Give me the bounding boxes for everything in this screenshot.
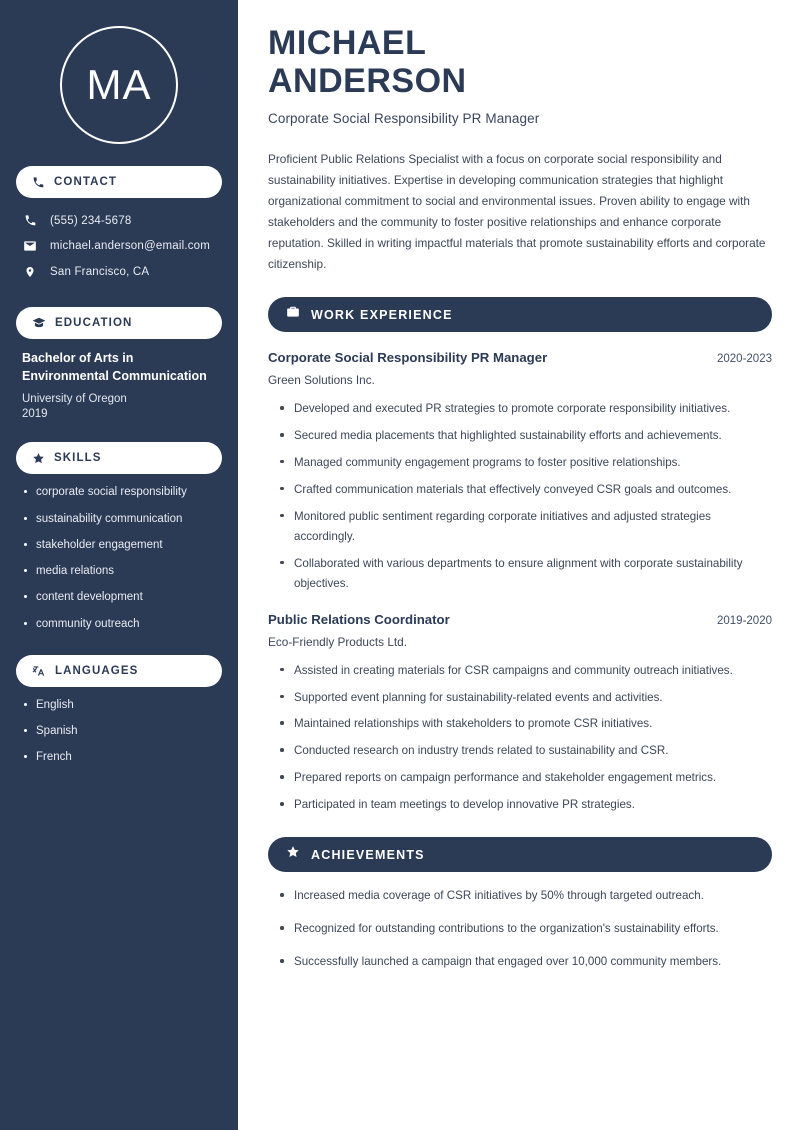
sidebar-section-label: CONTACT (54, 176, 118, 188)
job-dates: 2020-2023 (717, 353, 772, 366)
education-year: 2019 (22, 408, 48, 421)
section-label: WORK EXPERIENCE (311, 307, 453, 322)
achievements-list (268, 886, 772, 972)
contact-item-email[interactable] (16, 233, 222, 259)
list-item: Maintained relationships with stakeholders to promote CSR initiatives. (278, 714, 772, 734)
job-role: Public Relations Coordinator (268, 611, 450, 627)
first-name: MICHAEL (268, 24, 427, 62)
list-item: Monitored public sentiment regarding corporate initiatives and adjusted strategies accordingly. (278, 507, 772, 547)
work-experience-entry-1 (268, 350, 772, 594)
avatar-wrapper (16, 26, 222, 144)
main-content (238, 0, 800, 1130)
sidebar-section-header-skills (16, 442, 222, 474)
list-item: Collaborated with various departments to ensure alignment with corporate sustainability objectives. (278, 554, 772, 594)
list-item: Developed and executed PR strategies to promote corporate responsibility initiatives. (278, 399, 772, 419)
location-pin-icon (22, 265, 38, 279)
translate-icon (32, 664, 46, 678)
achievements-block (268, 886, 772, 972)
education-entry (16, 339, 222, 420)
sidebar-section-label: EDUCATION (55, 317, 133, 329)
job-company: Green Solutions Inc. (268, 373, 375, 388)
list-item: Crafted communication materials that effectively conveyed CSR goals and outcomes. (278, 480, 772, 500)
star-icon (286, 845, 300, 864)
sidebar-section-label: LANGUAGES (55, 664, 139, 677)
contact-item-location[interactable] (16, 259, 222, 285)
list-item: Recognized for outstanding contributions to the organization's sustainability efforts. (278, 919, 772, 939)
list-item: stakeholder engagement (22, 537, 216, 554)
job-header (268, 350, 772, 365)
job-dates: 2019-2020 (717, 614, 772, 627)
work-experience-entry-2 (268, 612, 772, 816)
last-name: ANDERSON (268, 62, 467, 101)
section-label: ACHIEVEMENTS (311, 847, 425, 862)
job-header (268, 612, 772, 627)
sidebar-section-header-contact (16, 166, 222, 198)
section-header-achievements (268, 837, 772, 872)
contact-item-phone[interactable] (16, 208, 222, 233)
contact-value: michael.anderson@email.com (50, 240, 211, 252)
list-item: Spanish (22, 723, 216, 740)
section-header-work-experience (268, 297, 772, 332)
graduation-cap-icon (32, 316, 46, 330)
list-item: Successfully launched a campaign that engaged over 10,000 community members. (278, 952, 772, 972)
list-item: French (22, 749, 216, 766)
briefcase-icon (286, 305, 300, 324)
list-item: Managed community engagement programs to foster positive relationships. (278, 453, 772, 473)
list-item: Increased media coverage of CSR initiatives by 50% through targeted outreach. (278, 886, 772, 906)
headline-job-title: Corporate Social Responsibility PR Manager (268, 111, 540, 127)
professional-summary: Proficient Public Relations Specialist with a focus on corporate social responsibility and sustainability initiatives. Expertise in developing communication strategies that highlight organizational commitment to social and environmental issues. Proven ability to engage with stakeholders and the community to foster positive relationships and enhance corporate reputation. Skilled in writing impactful materials that promote sustainability efforts and corporate citizenship. (268, 152, 766, 272)
languages-list (16, 697, 222, 767)
job-company: Eco-Friendly Products Ltd. (268, 634, 407, 649)
contact-value: (555) 234-5678 (50, 214, 132, 227)
sidebar-section-header-education (16, 307, 222, 339)
contact-value: San Francisco, CA (50, 266, 150, 278)
job-bullet-list (268, 399, 772, 594)
envelope-icon (22, 239, 38, 253)
page-title (268, 24, 772, 100)
list-item: content development (22, 589, 216, 606)
list-item: English (22, 697, 216, 714)
job-role: Corporate Social Responsibility PR Manager (268, 350, 548, 366)
list-item: media relations (22, 563, 216, 580)
list-item: Secured media placements that highlighted sustainability efforts and achievements. (278, 426, 772, 446)
avatar: MA (60, 26, 178, 144)
sidebar (0, 0, 238, 1130)
phone-icon (32, 176, 45, 189)
list-item: Supported event planning for sustainability-related events and activities. (278, 688, 772, 708)
education-school: University of Oregon (22, 393, 127, 406)
phone-icon (22, 214, 38, 227)
list-item: Prepared reports on campaign performance and stakeholder engagement metrics. (278, 768, 772, 788)
list-item: Conducted research on industry trends related to sustainability and CSR. (278, 741, 772, 761)
sidebar-section-header-languages (16, 655, 222, 687)
list-item: corporate social responsibility (22, 484, 216, 501)
list-item: Participated in team meetings to develop innovative PR strategies. (278, 795, 772, 815)
star-icon (32, 452, 45, 465)
contact-list (16, 208, 222, 285)
education-degree: Bachelor of Arts in Environmental Communication (22, 351, 207, 384)
job-bullet-list (268, 661, 772, 816)
sidebar-section-label: SKILLS (54, 452, 102, 465)
list-item: sustainability communication (22, 511, 216, 528)
list-item: community outreach (22, 616, 216, 633)
list-item: Assisted in creating materials for CSR campaigns and community outreach initiatives. (278, 661, 772, 681)
skills-list (16, 484, 222, 633)
